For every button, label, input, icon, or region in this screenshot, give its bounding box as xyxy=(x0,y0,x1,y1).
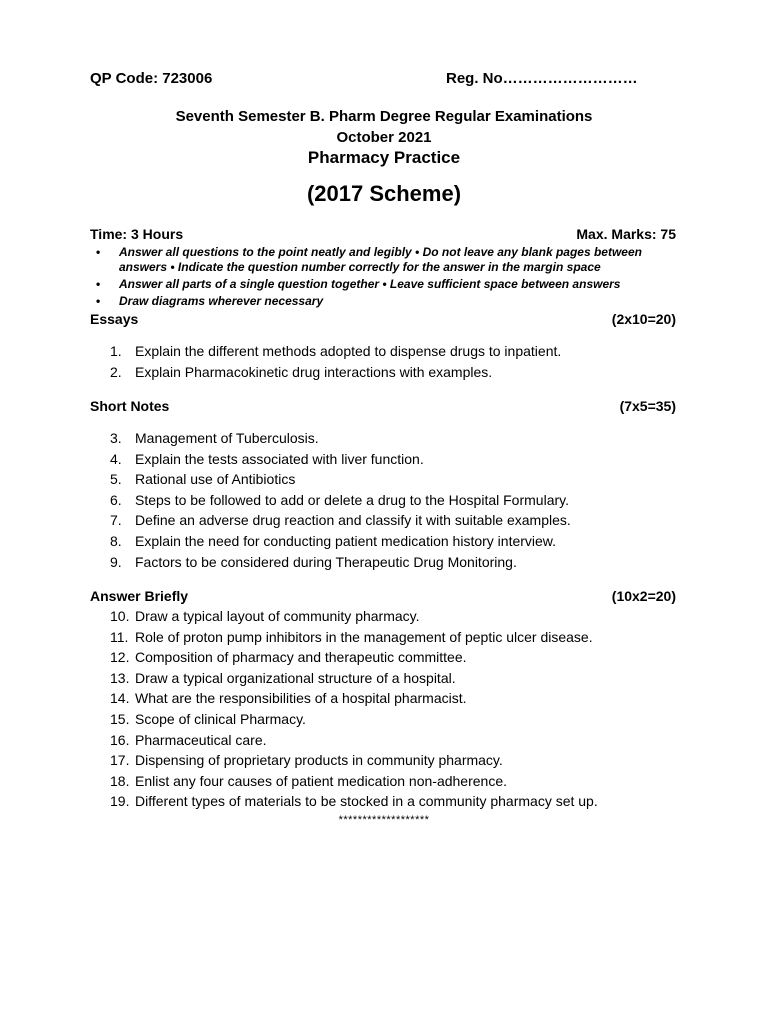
question-item xyxy=(110,688,598,709)
reg-no: Reg. No……………………… xyxy=(446,70,638,87)
question-text: Scope of clinical Pharmacy. xyxy=(135,710,306,727)
question-number: 3. xyxy=(110,430,122,446)
scheme-title: (2017 Scheme) xyxy=(306,181,462,206)
question-text: Enlist any four causes of patient medication non-adherence. xyxy=(135,772,508,789)
question-number: 16. xyxy=(110,731,130,748)
question-number: 7. xyxy=(110,512,122,529)
question-number: 17. xyxy=(110,752,130,769)
question-text: Management of Tuberculosis. xyxy=(135,430,319,446)
question-list-short-notes xyxy=(110,428,571,572)
question-list-essays xyxy=(110,341,561,382)
section-title: Essays xyxy=(90,311,139,327)
section-marks: (10x2=20) xyxy=(611,588,676,604)
question-text: Explain the different methods adopted to dispense drugs to inpatient. xyxy=(135,343,562,359)
question-text: Factors to be considered during Therapeutic Drug Monitoring. xyxy=(135,553,517,570)
question-item xyxy=(110,428,571,449)
question-text: Define an adverse drug reaction and classify it with suitable examples. xyxy=(135,512,571,529)
question-item xyxy=(110,647,598,668)
question-text: Rational use of Antibiotics xyxy=(135,471,296,488)
question-text: Draw a typical organizational structure of a hospital. xyxy=(135,669,456,686)
question-number: 8. xyxy=(110,532,122,549)
question-text: Explain Pharmacokinetic drug interactions with examples. xyxy=(135,363,493,380)
question-list-answer-briefly xyxy=(110,606,598,812)
exam-title: Seventh Semester B. Pharm Degree Regular Examinations xyxy=(175,108,593,125)
end-marker: ******************* xyxy=(338,814,430,826)
question-item xyxy=(110,771,598,792)
question-number: 10. xyxy=(110,608,130,624)
instruction-item: • Answer all parts of a single question together • Leave sufficient space between answers xyxy=(96,277,686,292)
question-number: 6. xyxy=(110,491,122,508)
question-item xyxy=(110,449,571,470)
question-item xyxy=(110,341,561,362)
section-header-short-notes xyxy=(90,398,676,414)
instruction-item: • Answer all questions to the point neatly and legibly • Do not leave any blank pages between answers • Indicate the question number correctly for the answer in the margin space xyxy=(96,245,686,275)
question-number: 15. xyxy=(110,710,130,727)
question-item xyxy=(110,668,598,689)
section-header-essays xyxy=(90,311,676,327)
question-number: 9. xyxy=(110,553,122,570)
exam-date: October 2021 xyxy=(336,129,432,146)
question-text: Draw a typical layout of community pharmacy. xyxy=(135,608,420,624)
question-item xyxy=(110,531,571,552)
question-item xyxy=(110,552,571,573)
question-text: Steps to be followed to add or delete a drug to the Hospital Formulary. xyxy=(135,491,569,508)
question-text: Explain the tests associated with liver function. xyxy=(135,450,424,467)
question-item xyxy=(110,730,598,751)
question-number: 12. xyxy=(110,649,130,666)
paper-header xyxy=(90,70,676,87)
question-item xyxy=(110,490,571,511)
question-item xyxy=(110,606,598,627)
max-marks-label: Max. Marks: 75 xyxy=(576,226,676,242)
question-text: Composition of pharmacy and therapeutic committee. xyxy=(135,649,467,666)
question-text: Pharmaceutical care. xyxy=(135,731,267,748)
question-number: 5. xyxy=(110,471,122,488)
question-number: 2. xyxy=(110,363,122,380)
exam-info xyxy=(90,226,676,242)
question-item xyxy=(110,510,571,531)
question-number: 4. xyxy=(110,450,122,467)
section-header-answer-briefly xyxy=(90,588,676,604)
instruction-item: • Draw diagrams wherever necessary xyxy=(96,294,686,309)
section-title: Answer Briefly xyxy=(90,588,189,604)
question-text: Explain the need for conducting patient medication history interview. xyxy=(135,532,557,549)
question-text: What are the responsibilities of a hospital pharmacist. xyxy=(135,690,467,707)
question-item xyxy=(110,627,598,648)
question-text: Different types of materials to be stocked in a community pharmacy set up. xyxy=(135,793,598,810)
section-marks: (2x10=20) xyxy=(611,311,676,327)
question-item xyxy=(110,362,561,383)
question-number: 11. xyxy=(110,628,129,645)
question-number: 13. xyxy=(110,669,130,686)
question-item xyxy=(110,791,598,812)
section-title: Short Notes xyxy=(90,398,170,414)
question-text: Role of proton pump inhibitors in the management of peptic ulcer disease. xyxy=(135,628,593,645)
question-number: 14. xyxy=(110,690,130,707)
qp-code: QP Code: 723006 xyxy=(90,70,213,87)
question-number: 18. xyxy=(110,772,130,789)
question-item xyxy=(110,750,598,771)
question-item xyxy=(110,469,571,490)
instructions-list xyxy=(96,245,686,311)
question-text: Dispensing of proprietary products in community pharmacy. xyxy=(135,752,503,769)
question-item xyxy=(110,709,598,730)
question-number: 19. xyxy=(110,793,130,810)
question-number: 1. xyxy=(110,343,122,359)
time-label: Time: 3 Hours xyxy=(90,226,184,242)
section-marks: (7x5=35) xyxy=(619,398,676,414)
subject-title: Pharmacy Practice xyxy=(307,148,461,167)
